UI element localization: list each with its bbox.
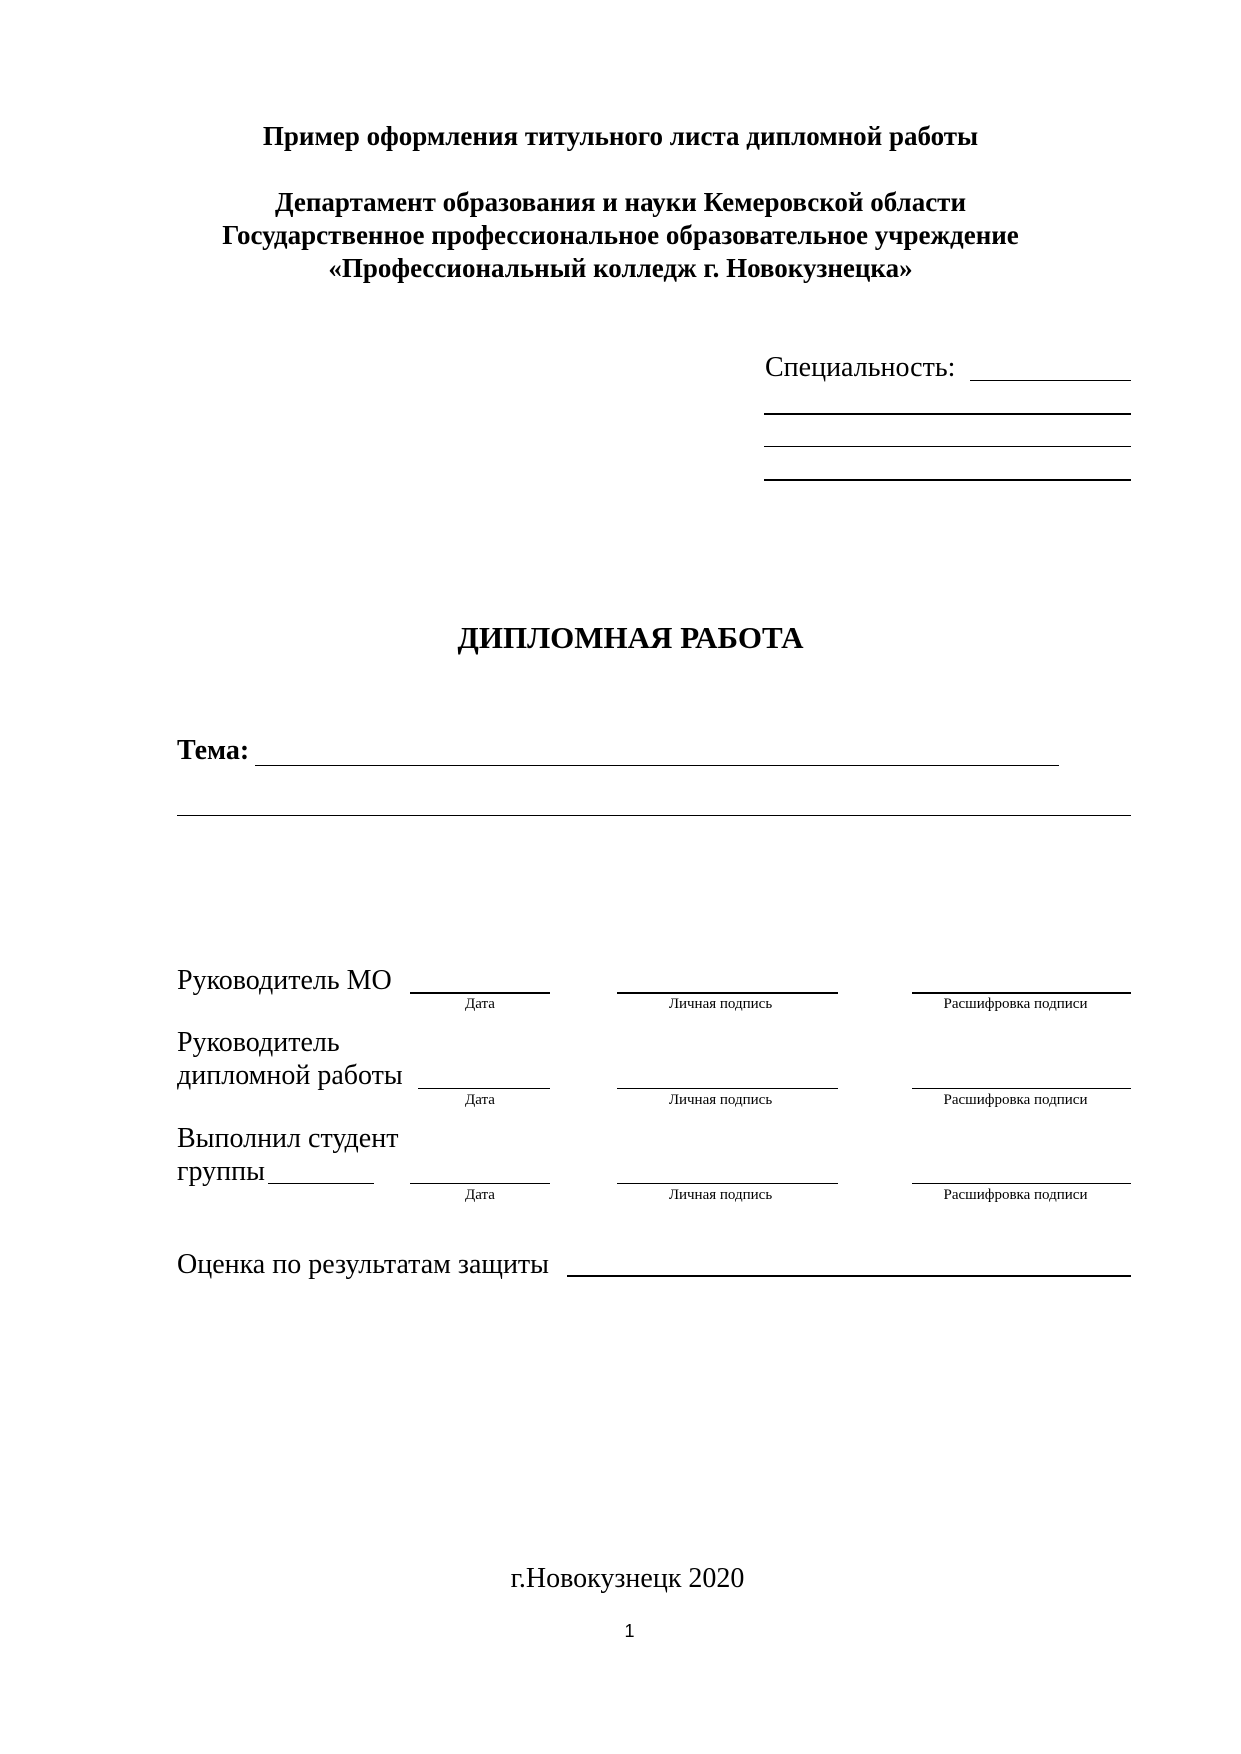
name-decode-caption: Расшифровка подписи [943, 996, 1088, 1012]
group-blank-line [268, 1183, 374, 1184]
signature-label-head-mo: Руководитель МО [177, 965, 392, 996]
institution-type: Государственное профессиональное образовательное учреждение [222, 220, 1019, 250]
specialty-blank-line-1 [970, 380, 1131, 381]
signature-label-student-line1: Выполнил студент [177, 1123, 399, 1154]
date-caption: Дата [465, 996, 495, 1012]
signature-label-supervisor-line2: дипломной работы [177, 1060, 403, 1091]
page-number: 1 [624, 1621, 635, 1641]
name-decode-caption: Расшифровка подписи [943, 1092, 1088, 1108]
signature-label-supervisor-line1: Руководитель [177, 1027, 340, 1058]
specialty-blank-line-2 [764, 413, 1131, 415]
signature-label-student-line2: группы [177, 1156, 265, 1187]
grade-blank-line [567, 1275, 1131, 1277]
college-name: «Профессиональный колледж г. Новокузнецка» [328, 253, 913, 283]
name-decode-line [912, 1088, 1131, 1089]
topic-label: Тема: [177, 735, 250, 766]
topic-blank-line-1 [255, 765, 1059, 766]
signature-caption: Личная подпись [668, 1092, 773, 1108]
name-decode-line [912, 1183, 1131, 1184]
document-title: ДИПЛОМНАЯ РАБОТА [457, 620, 804, 655]
specialty-blank-line-3 [764, 446, 1131, 447]
example-title: Пример оформления титульного листа дипломной работы [262, 121, 979, 151]
signature-line [617, 1183, 838, 1184]
name-decode-line [912, 992, 1131, 994]
grade-label: Оценка по результатам защиты [177, 1249, 549, 1280]
date-line [410, 992, 550, 994]
date-line [410, 1183, 550, 1184]
city-year: г.Новокузнецк 2020 [510, 1563, 745, 1594]
specialty-blank-line-4 [764, 479, 1131, 481]
date-line [418, 1088, 550, 1089]
signature-line [617, 992, 838, 994]
department-name: Департамент образования и науки Кемеровской области [274, 187, 967, 217]
signature-line [617, 1088, 838, 1089]
specialty-label: Специальность: [765, 352, 956, 383]
signature-caption: Личная подпись [668, 1187, 773, 1203]
name-decode-caption: Расшифровка подписи [943, 1187, 1088, 1203]
topic-blank-line-2 [177, 815, 1131, 816]
date-caption: Дата [465, 1092, 495, 1108]
date-caption: Дата [465, 1187, 495, 1203]
signature-caption: Личная подпись [668, 996, 773, 1012]
